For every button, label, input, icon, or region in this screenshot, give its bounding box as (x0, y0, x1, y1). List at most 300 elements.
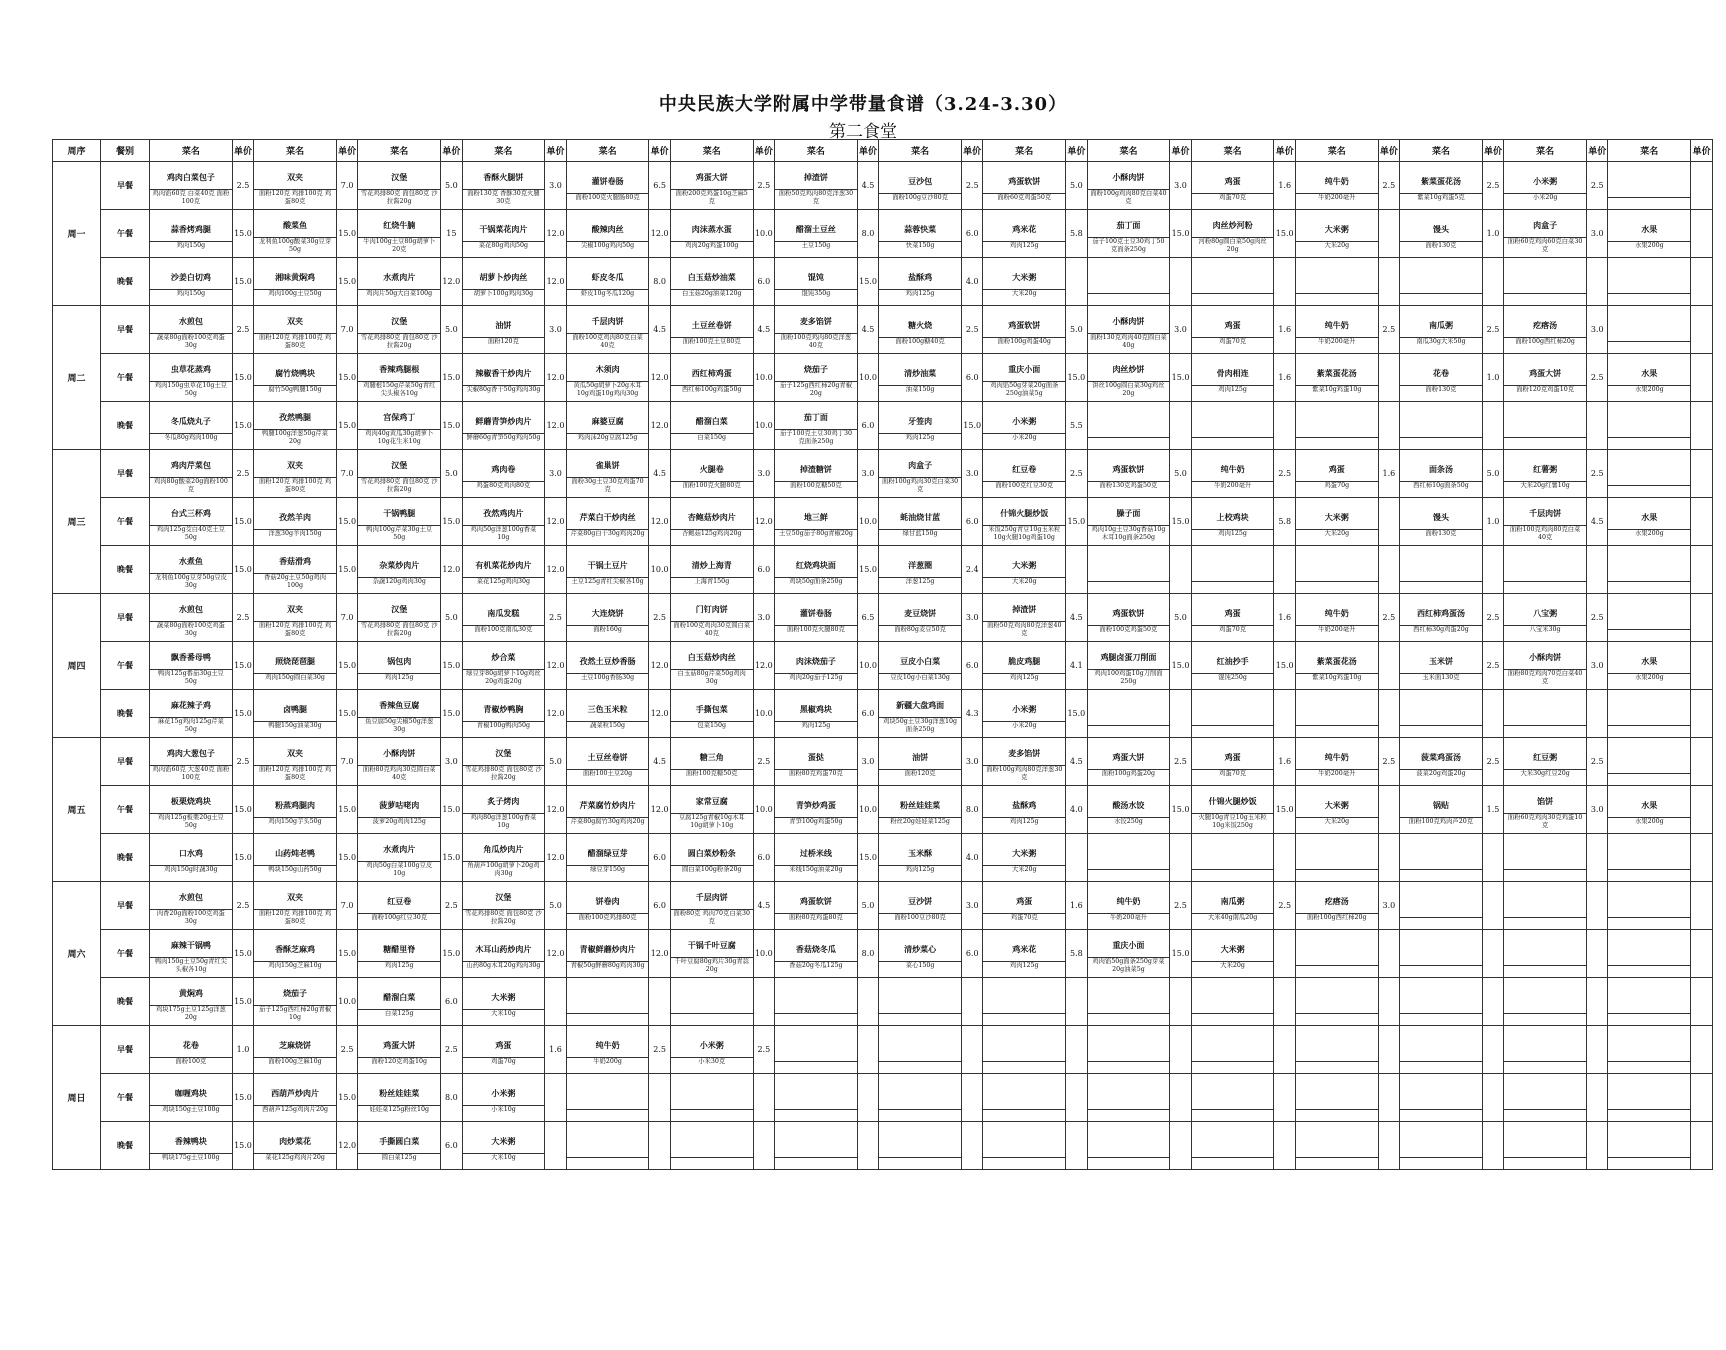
dish-cell-body (567, 1085, 649, 1110)
dish-price (1378, 786, 1399, 834)
dish-price: 4.5 (1066, 594, 1087, 642)
dish-cell (1295, 1026, 1378, 1074)
dish-ingredients: 牛奶200毫升 (1318, 626, 1356, 633)
dish-ingredients: 鸡块175g土豆125g洋葱20g (155, 1006, 226, 1021)
dish-cell (983, 738, 1066, 786)
dish-ingredients: 西红柿100g鸡蛋50g (681, 386, 742, 393)
dish-ingredients: 土豆50g茄子80g青椒20g (778, 530, 853, 537)
dish-price: 15.0 (441, 834, 462, 882)
dish-price (1482, 1026, 1503, 1074)
dish-cell-body (463, 265, 545, 298)
dish-ingredients: 面粉130克 (1425, 242, 1457, 249)
dish-name: 水煮肉片 (358, 837, 440, 862)
dish-name: 角瓜炒肉片 (463, 837, 545, 862)
meal-row (53, 978, 1713, 1026)
dish-cell-body (1400, 893, 1482, 918)
dish-price: 10.0 (857, 354, 878, 402)
dish-cell (254, 690, 337, 738)
dish-price: 12.0 (649, 402, 670, 450)
menu-table (52, 139, 1713, 1170)
dish-price: 6.0 (649, 882, 670, 930)
dish-price: 4.5 (649, 738, 670, 786)
dish-price: 15.0 (232, 210, 253, 258)
dish-name (1400, 989, 1482, 1014)
dish-name: 水煮肉片 (358, 265, 440, 290)
dish-name: 小米粥 (983, 409, 1065, 434)
dish-cell-body (254, 361, 336, 394)
dish-cell-body (1400, 361, 1482, 394)
dish-price: 3.0 (545, 450, 566, 498)
dish-cell (879, 258, 962, 306)
dish-price (1587, 930, 1608, 978)
dish-cell-body (1192, 701, 1274, 726)
dish-name: 双夹 (254, 597, 336, 622)
dish-cell-body (671, 505, 753, 538)
dish-cell-body (1608, 461, 1690, 486)
day-label: 周四 (53, 594, 101, 738)
dish-cell-body (150, 549, 232, 590)
dish-name (1296, 1037, 1378, 1062)
dish-cell (1295, 834, 1378, 882)
dish-cell (1504, 690, 1587, 738)
dish-cell (1504, 1122, 1587, 1170)
dish-ingredients: 面粉100g鸡蛋40g (997, 338, 1051, 345)
dish-ingredients: 鸡肉125g (1009, 818, 1039, 825)
header-dish-name: 菜名 (1608, 140, 1691, 162)
dish-price (1378, 402, 1399, 450)
meal-row (53, 1026, 1713, 1074)
dish-cell-body (879, 937, 961, 970)
dish-cell-body (1088, 793, 1170, 826)
dish-name (1400, 893, 1482, 918)
dish-name: 汉堡 (358, 453, 440, 478)
dish-ingredients: 面粉50克鸡肉80克洋葱40克 (987, 622, 1062, 637)
dish-ingredients: 胡萝卜100g鸡肉30g (473, 290, 534, 297)
dish-price: 3.0 (1170, 306, 1191, 354)
dish-price: 12.0 (545, 786, 566, 834)
dish-name (983, 1133, 1065, 1158)
dish-cell (254, 354, 337, 402)
dish-name: 玉米酥 (879, 841, 961, 866)
dish-cell (670, 258, 753, 306)
dish-price: 15.0 (336, 690, 357, 738)
dish-name: 香菇烧冬瓜 (775, 937, 857, 962)
dish-cell (879, 978, 962, 1026)
dish-price: 5.8 (1066, 210, 1087, 258)
dish-cell (1087, 882, 1170, 930)
dish-cell-body (1088, 269, 1170, 294)
dish-cell (462, 258, 545, 306)
dish-ingredients: 鸡肉125g (384, 674, 414, 681)
dish-name: 香辣鸡腿根 (358, 357, 440, 382)
dish-cell-body (775, 457, 857, 490)
dish-cell-body (567, 217, 649, 250)
dish-ingredients: 面粉100豆沙80克 (894, 914, 946, 921)
dish-ingredients: 面粉80克 鸡肉70克白菜30克 (673, 910, 750, 925)
dish-cell (462, 1122, 545, 1170)
dish-price: 15.0 (232, 1122, 253, 1170)
dish-cell (358, 258, 441, 306)
dish-name: 水果 (1608, 361, 1690, 386)
dish-cell (670, 402, 753, 450)
dish-cell-body (1504, 845, 1586, 870)
dish-price: 12.0 (545, 930, 566, 978)
dish-ingredients: 鸡蛋70克 (1219, 194, 1247, 201)
dish-ingredients: 鸡蛋70克 (1010, 914, 1038, 921)
dish-cell (1087, 978, 1170, 1026)
dish-name: 鸡蛋 (1192, 169, 1274, 194)
dish-cell-body (1296, 217, 1378, 250)
dish-ingredients: 牛肉100g土豆80g胡萝卜20克 (363, 238, 436, 253)
header-meal: 餐别 (101, 140, 150, 162)
dish-cell (566, 930, 649, 978)
dish-cell (1504, 162, 1587, 210)
dish-cell-body (671, 989, 753, 1014)
dish-cell (254, 978, 337, 1026)
dish-price (1170, 1122, 1191, 1170)
dish-ingredients: 牛奶200毫升 (1318, 338, 1356, 345)
dish-cell-body (671, 409, 753, 442)
dish-name (1504, 989, 1586, 1014)
dish-price (1274, 1026, 1295, 1074)
dish-ingredients: 杂蔬120g鸡肉30g (372, 578, 426, 585)
dish-cell (462, 834, 545, 882)
dish-cell (358, 210, 441, 258)
dish-name: 蚝油烧甘蓝 (879, 505, 961, 530)
dish-cell-body (775, 697, 857, 730)
dish-ingredients: 鸡肉125g (905, 434, 935, 441)
dish-price: 5.8 (1274, 498, 1295, 546)
dish-price: 7.0 (336, 450, 357, 498)
dish-price (1274, 402, 1295, 450)
dish-price: 3.0 (1378, 882, 1399, 930)
dish-cell (1608, 402, 1691, 450)
dish-cell (879, 786, 962, 834)
dish-name: 骨肉相连 (1192, 361, 1274, 386)
dish-name: 孜然土豆炒香肠 (567, 649, 649, 674)
dish-price: 10.0 (857, 642, 878, 690)
dish-name: 酸辣肉丝 (567, 217, 649, 242)
dish-cell (1087, 402, 1170, 450)
dish-ingredients: 面粉100g西红柿20g (1307, 914, 1367, 921)
dish-cell (566, 162, 649, 210)
dish-ingredients: 西红柿10g面条50g (1413, 482, 1469, 489)
dish-name: 纯牛奶 (567, 1033, 649, 1058)
dish-ingredients: 面粉60克鸡肉30克鸡蛋10克 (1507, 814, 1583, 829)
dish-name: 掉渣糖饼 (775, 457, 857, 482)
dish-cell-body (775, 989, 857, 1014)
dish-cell (254, 450, 337, 498)
dish-cell-body (150, 1033, 232, 1066)
dish-cell-body (150, 597, 232, 638)
dish-price: 5.0 (1170, 594, 1191, 642)
dish-cell (358, 930, 441, 978)
dish-name: 肉丝炒河粉 (1192, 213, 1274, 238)
dish-cell-body (463, 553, 545, 586)
dish-ingredients: 白菜125g (384, 1010, 414, 1017)
dish-cell-body (1504, 1037, 1586, 1062)
dish-ingredients: 茄子125g西红柿20g青椒10g (258, 1006, 332, 1021)
dish-cell-body (671, 1133, 753, 1158)
dish-cell (1087, 1026, 1170, 1074)
dish-cell-body (1192, 601, 1274, 634)
dish-name: 馄饨 (775, 265, 857, 290)
dish-price: 1.0 (1482, 498, 1503, 546)
dish-cell-body (671, 265, 753, 298)
dish-cell (1400, 978, 1483, 1026)
dish-cell (670, 354, 753, 402)
dish-cell (1400, 402, 1483, 450)
meal-row (53, 258, 1713, 306)
dish-name (1088, 1037, 1170, 1062)
dish-name (1192, 557, 1274, 582)
dish-price (1691, 594, 1713, 642)
dish-cell (1087, 450, 1170, 498)
dish-cell (1295, 738, 1378, 786)
dish-price: 2.5 (1378, 162, 1399, 210)
dish-cell-body (775, 841, 857, 874)
dish-price: 15.0 (232, 978, 253, 1026)
dish-ingredients: 河粉80g圆白菜50g肉丝20g (1198, 238, 1267, 253)
dish-cell (775, 1026, 858, 1074)
dish-name: 鸡蛋软饼 (775, 889, 857, 914)
dish-price: 4.0 (1066, 786, 1087, 834)
dish-name: 掉渣饼 (983, 597, 1065, 622)
dish-cell-body (1192, 845, 1274, 870)
dish-price (1482, 546, 1503, 594)
document-subtitle: 第二食堂 (829, 122, 897, 142)
dish-price (961, 1122, 982, 1170)
dish-price (857, 1074, 878, 1122)
dish-cell-body (1608, 269, 1690, 294)
dish-price: 3.0 (961, 882, 982, 930)
dish-cell-body (1088, 601, 1170, 634)
dish-cell-body (1400, 1037, 1482, 1062)
dish-cell-body (1296, 313, 1378, 346)
dish-cell (1191, 738, 1274, 786)
dish-ingredients: 鸡蛋70克 (1219, 626, 1247, 633)
dish-price (1066, 1026, 1087, 1074)
meal-label: 午餐 (101, 642, 150, 690)
dish-cell-body (775, 217, 857, 250)
dish-cell (879, 690, 962, 738)
dish-cell (1191, 210, 1274, 258)
dish-name: 清炒上海青 (671, 553, 753, 578)
dish-name (1192, 701, 1274, 726)
dish-cell-body (879, 553, 961, 586)
dish-cell-body (775, 649, 857, 682)
dish-cell-body (1608, 557, 1690, 582)
dish-cell-body (775, 601, 857, 634)
dish-price (545, 1074, 566, 1122)
dish-cell-body (1504, 213, 1586, 254)
dish-cell-body (358, 165, 440, 206)
dish-price (1587, 1122, 1608, 1170)
dish-ingredients: 八宝米30g (1529, 626, 1561, 633)
dish-price: 6.0 (857, 690, 878, 738)
dish-cell-body (150, 409, 232, 442)
dish-price (857, 1026, 878, 1074)
dish-cell (1087, 306, 1170, 354)
dish-name: 牙签肉 (879, 409, 961, 434)
dish-cell-body (1296, 505, 1378, 538)
dish-price: 2.5 (1587, 162, 1608, 210)
dish-ingredients: 大米20g (1011, 578, 1037, 585)
dish-cell-body (1296, 1037, 1378, 1062)
dish-cell (1504, 882, 1587, 930)
dish-ingredients: 雪花鸡排80克 面包80克 沙拉酱20g (360, 190, 438, 205)
dish-cell (1504, 642, 1587, 690)
dish-ingredients: 面粉100g鸡肉80克洋葱30克 (986, 766, 1063, 781)
dish-cell-body (983, 409, 1065, 442)
dish-name: 小酥肉饼 (1088, 165, 1170, 190)
dish-name: 飘香番母鸭 (150, 645, 232, 670)
dish-name: 小酥肉饼 (1504, 645, 1586, 670)
dish-name (567, 1085, 649, 1110)
dish-price: 4.5 (753, 306, 774, 354)
dish-cell (1191, 162, 1274, 210)
dish-name: 黄焖鸡 (150, 981, 232, 1006)
dish-name: 纯牛奶 (1296, 169, 1378, 194)
dish-price: 15.0 (441, 354, 462, 402)
dish-cell (566, 306, 649, 354)
dish-ingredients: 牛奶200毫升 (1214, 482, 1252, 489)
header-price: 单价 (1066, 140, 1087, 162)
dish-price (1691, 162, 1713, 210)
dish-cell-body (671, 217, 753, 250)
dish-price: 15.0 (336, 930, 357, 978)
dish-ingredients: 鸭块175g土豆100g (162, 1154, 220, 1161)
dish-cell-body (358, 985, 440, 1018)
dish-cell-body (775, 745, 857, 778)
dish-cell-body (1192, 1133, 1274, 1158)
dish-ingredients: 粉丝20g娃娃菜125g (890, 818, 950, 825)
dish-price: 4.5 (649, 306, 670, 354)
dish-cell (1608, 162, 1691, 210)
dish-price (1066, 546, 1087, 594)
dish-cell-body (567, 937, 649, 970)
dish-name: 疙瘩汤 (1504, 313, 1586, 338)
dish-price (1691, 882, 1713, 930)
dish-name: 豆沙饼 (879, 889, 961, 914)
dish-cell-body (775, 553, 857, 586)
meal-label: 晚餐 (101, 690, 150, 738)
dish-cell-body (1400, 217, 1482, 250)
dish-ingredients: 菜花125g鸡肉30g (476, 578, 531, 585)
dish-ingredients: 鸡肉125g (1009, 242, 1039, 249)
dish-price (1482, 978, 1503, 1026)
dish-cell (1400, 306, 1483, 354)
dish-price: 15.0 (441, 786, 462, 834)
dish-cell (1400, 594, 1483, 642)
dish-name (1608, 461, 1690, 486)
dish-ingredients: 圆白菜100g粉条20g (681, 866, 742, 873)
dish-cell (358, 690, 441, 738)
dish-cell (358, 402, 441, 450)
dish-ingredients: 面粉100g鸡肉30克白菜30克 (882, 478, 959, 493)
header-dish-name: 菜名 (1191, 140, 1274, 162)
dish-price: 15.0 (336, 498, 357, 546)
dish-name (1400, 269, 1482, 294)
dish-name: 酸汤水饺 (1088, 793, 1170, 818)
dish-name: 烧茄子 (254, 981, 336, 1006)
dish-cell-body (1088, 357, 1170, 398)
dish-cell-body (567, 841, 649, 874)
dish-name: 肉沫烧茄子 (775, 649, 857, 674)
dish-cell (462, 594, 545, 642)
dish-ingredients: 南瓜30g大米50g (1416, 338, 1466, 345)
dish-name: 手撕圆白菜 (358, 1129, 440, 1154)
dish-ingredients: 麻花15g鸡肉125g芹菜50g (157, 718, 224, 733)
dish-cell-body (983, 357, 1065, 398)
dish-cell-body (254, 165, 336, 206)
dish-cell (1191, 354, 1274, 402)
dish-price: 15.0 (336, 1074, 357, 1122)
dish-cell (1400, 834, 1483, 882)
dish-name: 青椒炒鸭胸 (463, 697, 545, 722)
dish-name: 湘味黄焖鸡 (254, 265, 336, 290)
dish-cell-body (1504, 989, 1586, 1014)
dish-name: 双夹 (254, 165, 336, 190)
dish-cell-body (1296, 601, 1378, 634)
dish-cell-body (1400, 1085, 1482, 1110)
dish-price: 10.0 (753, 930, 774, 978)
dish-price: 2.5 (961, 306, 982, 354)
dish-cell (1295, 690, 1378, 738)
dish-cell (462, 1026, 545, 1074)
dish-ingredients: 圆白菜125g (381, 1154, 417, 1161)
dish-cell (358, 162, 441, 210)
dish-cell (150, 1074, 233, 1122)
dish-cell-body (775, 309, 857, 350)
dish-cell (1295, 882, 1378, 930)
dish-cell-body (671, 553, 753, 586)
dish-cell-body (983, 741, 1065, 782)
dish-ingredients: 油菜150g (905, 386, 935, 393)
dish-cell-body (1088, 501, 1170, 542)
dish-name: 纯牛奶 (1088, 889, 1170, 914)
dish-name: 鸡米花 (983, 937, 1065, 962)
header-price: 单价 (1691, 140, 1713, 162)
dish-ingredients: 小米20g (1011, 434, 1037, 441)
dish-cell (775, 786, 858, 834)
dish-cell-body (983, 265, 1065, 298)
dish-name (1504, 413, 1586, 438)
dish-ingredients: 牛奶200毫升 (1109, 914, 1148, 921)
dish-cell (775, 210, 858, 258)
dish-cell-body (879, 649, 961, 682)
dish-cell (983, 210, 1066, 258)
dish-name: 干锅菜花肉片 (463, 217, 545, 242)
dish-name: 鲜蘑青笋炒肉片 (463, 409, 545, 434)
dish-cell (1295, 1074, 1378, 1122)
dish-ingredients: 火腿10g青豆10g玉米粒10g米饭250g (1198, 814, 1267, 829)
dish-name: 黑椒鸡块 (775, 697, 857, 722)
dish-price: 10.0 (753, 402, 774, 450)
dish-cell (358, 786, 441, 834)
dish-ingredients: 角葫芦100g胡萝卜20g鸡肉30g (467, 862, 540, 877)
dish-name (671, 989, 753, 1014)
dish-cell-body (358, 741, 440, 782)
dish-cell-body (879, 409, 961, 442)
dish-cell (670, 642, 753, 690)
dish-cell-body (1296, 457, 1378, 490)
dish-cell (462, 498, 545, 546)
dish-name: 麦多馅饼 (775, 309, 857, 334)
dish-cell-body (1192, 169, 1274, 202)
dish-name: 锅贴 (1400, 793, 1482, 818)
dish-cell (358, 354, 441, 402)
